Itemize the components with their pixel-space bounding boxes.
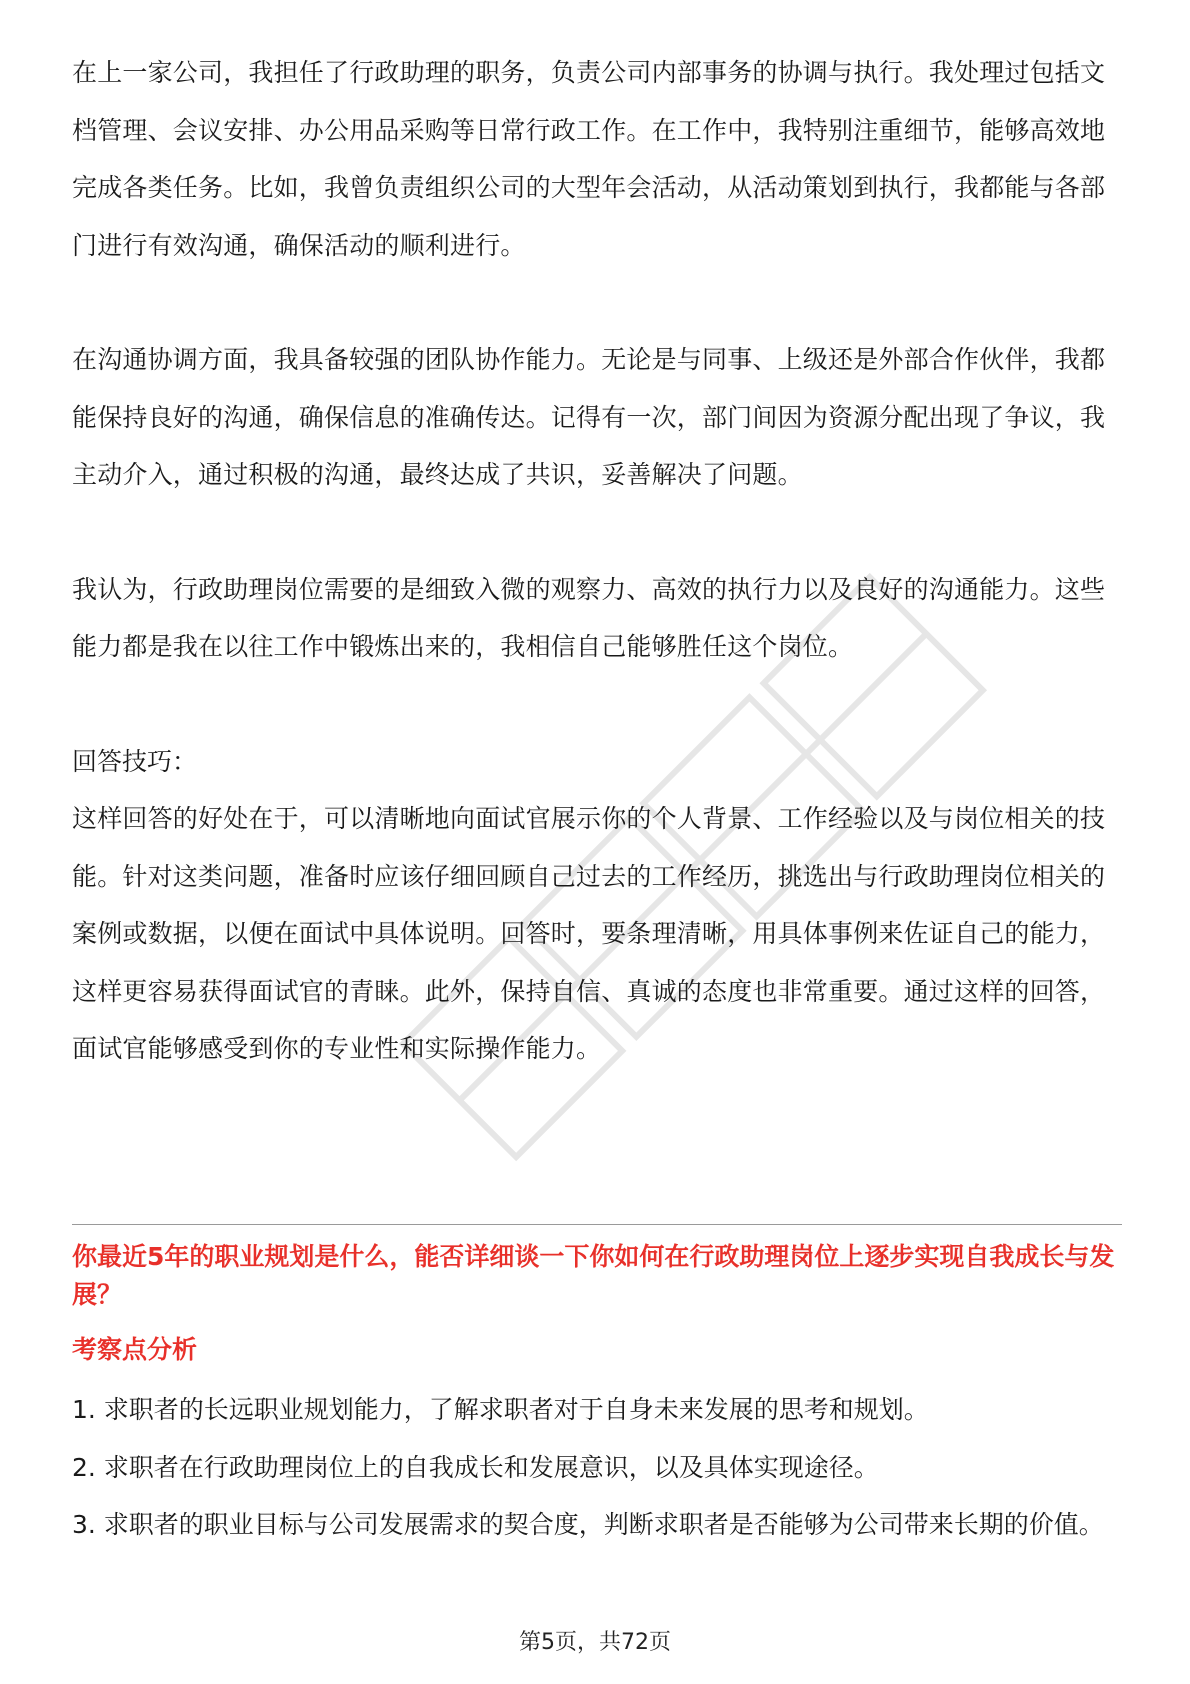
answer-paragraph-2: 在沟通协调方面，我具备较强的团队协作能力。无论是与同事、上级还是外部合作伙伴，我都能保持良好的沟通，确保信息的准确传达。记得有一次，部门间因为资源分配出现了争议，我主动介入，通过积极的沟通，最终达成了共识，妥善解决了问题。	[72, 345, 1106, 489]
page-footer: 第5页，共72页	[519, 1630, 671, 1655]
analysis-point-3: 3. 求职者的职业目标与公司发展需求的契合度，判断求职者是否能够为公司带来长期的价值。	[72, 1510, 1104, 1539]
interview-question: 你最近5年的职业规划是什么，能否详细谈一下你如何在行政助理岗位上逐步实现自我成长与发展？	[72, 1242, 1115, 1309]
main-content	[72, 44, 1122, 1078]
analysis-heading: 考察点分析	[72, 1335, 198, 1364]
analysis-point-1: 1. 求职者的长远职业规划能力，了解求职者对于自身未来发展的思考和规划。	[72, 1395, 929, 1424]
answer-paragraph-1: 在上一家公司，我担任了行政助理的职务，负责公司内部事务的协调与执行。我处理过包括文档管理、会议安排、办公用品采购等日常行政工作。在工作中，我特别注重细节，能够高效地完成各类任务。比如，我曾负责组织公司的大型年会活动，从活动策划到执行，我都能与各部门进行有效沟通，确保活动的顺利进行。	[72, 58, 1106, 260]
analysis-point-2: 2. 求职者在行政助理岗位上的自我成长和发展意识，以及具体实现途径。	[72, 1452, 879, 1482]
analysis-points	[72, 1381, 1122, 1554]
section-divider	[72, 1224, 1122, 1225]
tips-text: 这样回答的好处在于，可以清晰地向面试官展示你的个人背景、工作经验以及与岗位相关的技能。针对这类问题，准备时应该仔细回顾自己过去的工作经历，挑选出与行政助理岗位相关的案例或数据，以便在面试中具体说明。回答时，要条理清晰，用具体事例来佐证自己的能力，这样更容易获得面试官的青睐。此外，保持自信、真诚的态度也非常重要。通过这样的回答，面试官能够感受到你的专业性和实际操作能力。	[72, 804, 1106, 1063]
answer-paragraph-3: 我认为，行政助理岗位需要的是细致入微的观察力、高效的执行力以及良好的沟通能力。这些能力都是我在以往工作中锻炼出来的，我相信自己能够胜任这个岗位。	[72, 574, 1106, 661]
tips-title: 回答技巧：	[72, 746, 198, 776]
